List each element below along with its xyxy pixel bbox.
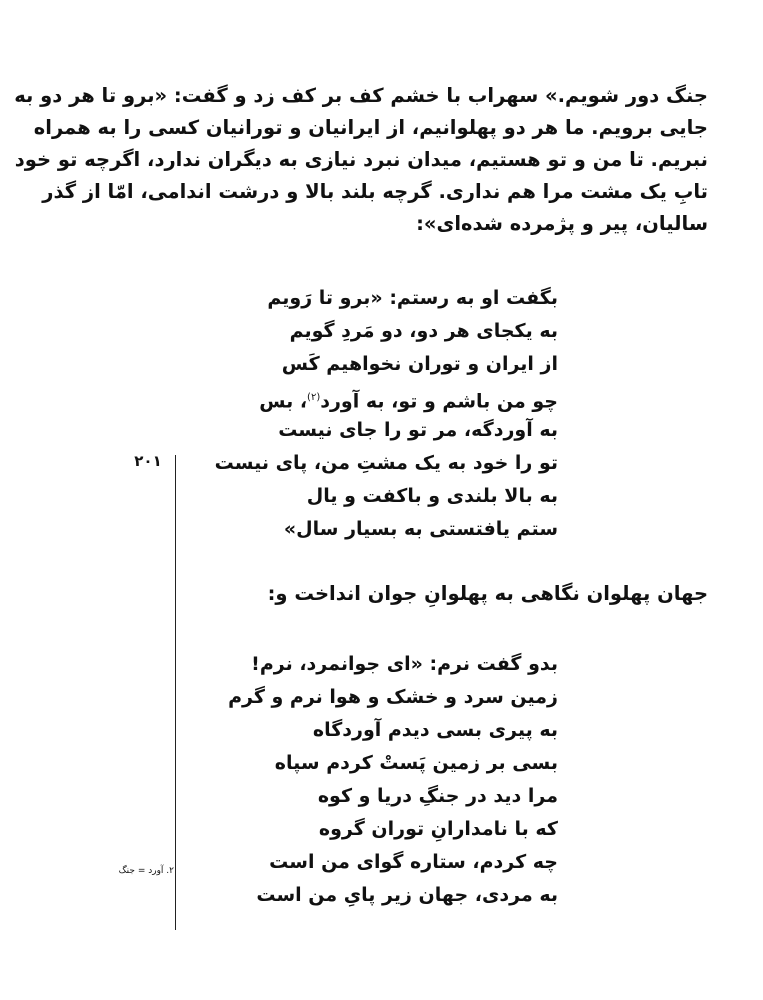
prose-paragraph (14, 80, 708, 240)
poem-rostam (228, 648, 558, 912)
prose-line: تابِ یک مشت مرا هم نداری. گرچه بلند بالا و درشت اندامی، امّا از گذر (42, 180, 708, 203)
poem-verse: چه کردم، ستاره گوای من است (269, 851, 558, 873)
intro-line: جهان پهلوان نگاهی به پهلوانِ جوان انداخت و: (267, 582, 708, 605)
poem-verse: تو را خود به یک مشتِ من، پای نیست (214, 452, 558, 474)
page-number: ۲۰۱ (134, 452, 162, 470)
poem-verse: از ایران و توران نخواهیم کَس (281, 353, 558, 375)
poem-verse: زمین سرد و خشک و هوا نرم و گرم (228, 686, 558, 708)
poem-verse: بسی بر زمین پَستْ کردم سپاه (274, 752, 558, 774)
poem-verse-text: چو من باشم و تو، به آورد (320, 390, 558, 413)
margin-rule (175, 455, 176, 930)
prose-line: نبریم. تا من و تو هستیم، میدان نبرد نیازی به دیگران ندارد، اگرچه تو خود (14, 148, 708, 171)
poem-verse: به یکجای هر دو، دو مَردِ گویم (289, 320, 558, 342)
poem-verse-text-end: ، بس (259, 390, 308, 413)
prose-line: سالیان، پیر و پژمرده شده‌ای»: (416, 212, 708, 235)
poem-verse: ستم یافتستی به بسیار سال» (283, 518, 558, 540)
poem-verse: مرا دید در جنگِ دریا و کوه (317, 785, 558, 807)
prose-line: جنگ دور شویم.» سهراب با خشم کف بر کف زد و گفت: «برو تا هر دو به (14, 84, 708, 107)
poem-verse-with-footnote (259, 381, 558, 414)
prose-line: جایی برویم. ما هر دو پهلوانیم، از ایرانیان و تورانیان کسی را به همراه (33, 116, 708, 139)
footnote: ۲. آورد = جنگ (118, 866, 174, 876)
poem-verse: بگفت او به رستم: «برو تا رَویم (267, 287, 558, 309)
poem-verse: به مردی، جهان زیر پایِ من است (256, 884, 558, 906)
poem-verse: به بالا بلندی و باکفت و یال (306, 485, 558, 507)
poem-verse: به آوردگه، مر تو را جای نیست (278, 419, 558, 441)
poem-verse: که با نامدارانِ توران گروه (318, 818, 558, 840)
poem-sohrab (214, 282, 558, 546)
footnote-marker: (۲) (307, 392, 321, 403)
poem-verse: به پیری بسی دیدم آوردگاه (312, 719, 558, 741)
poem-verse: بدو گفت نرم: «ای جوانمرد، نرم! (251, 653, 558, 675)
